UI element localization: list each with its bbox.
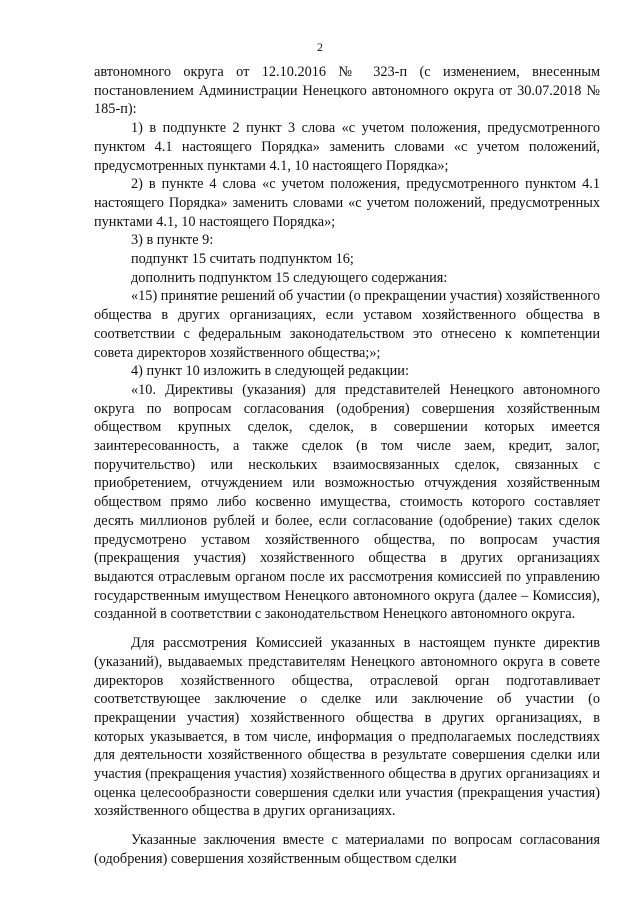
paragraph-renumber: подпункт 15 считать подпунктом 16; [131, 251, 354, 268]
paragraph-item-1: 1) в подпункте 2 пункт 3 слова «с учетом положения, предусмотренного пунктом 4.1 настоящего Порядка» заменить словами «с учетом положений, предусмотренных пунктами 4.1, 10 настоящего Порядка»; [94, 120, 600, 174]
paragraph-conclusions: Указанные заключения вместе с материалами по вопросам согласования (одобрения) совершения хозяйственным обществом сделки [94, 832, 600, 867]
paragraph-item-3: 3) в пункте 9: [131, 232, 214, 249]
paragraph-item-4: 4) пункт 10 изложить в следующей редакции: [131, 363, 409, 380]
paragraph-commission-review: Для рассмотрения Комиссией указанных в настоящем пункте директив (указаний), выдаваемых представителям Ненецкого автономного округа в совете директоров хозяйственного общества, отраслевой орган подготавливает соответствующее заключение о сделке или заключение об участии (о прекращении участия) хозяйственного общества в других организациях, в которых указывается, в том числе, информация о предполагаемых последствиях для деятельности хозяйственного общества в результате совершения сделки или участия (прекращения участия) хозяйственного общества в других организациях и оценка целесообразности совершения сделки или участия (прекращения участия) хозяйственного общества в других организациях. [94, 635, 600, 820]
paragraph-intro: автономного округа от 12.10.2016 № 323-п (с изменением, внесенным постановлением Администрации Ненецкого автономного округа от 30.07.2018 № 185-п): [94, 64, 600, 118]
document-body [94, 63, 600, 869]
paragraph-point-10: «10. Директивы (указания) для представителей Ненецкого автономного округа по вопросам согласования (одобрения) совершения хозяйственным обществом крупных сделок, сделок, в совершении которых имеется заинтересованность, а также сделок (в том числе заем, кредит, залог, поручительство) или нескольких взаимосвязанных сделок, связанных с приобретением, отчуждением или возможностью отчуждения хозяйственным обществом прямо либо косвенно имущества, стоимость которого составляет десять миллионов рублей и более, если согласование (одобрение) таких сделок предусмотрено уставом хозяйственного общества, по вопросам участия (прекращения участия) хозяйственного общества в других организациях выдаются отраслевым органом после их рассмотрения комиссией по управлению государственным имуществом Ненецкого автономного округа (далее – Комиссия), созданной в соответствии с законодательством Ненецкого автономного округа. [94, 381, 600, 623]
paragraph-supplement: дополнить подпунктом 15 следующего содержания: [131, 269, 448, 286]
paragraph-subitem-15: «15) принятие решений об участии (о прекращении участия) хозяйственного общества в других организациях, если уставом хозяйственного общества в соответствии с федеральным законодательством это отнесено к компетенции совета директоров хозяйственного общества;»; [94, 288, 600, 361]
page-number: 2 [317, 40, 323, 54]
paragraph-item-2: 2) в пункте 4 слова «с учетом положения, предусмотренного пунктом 4.1 настоящего Порядка» заменить словами «с учетом положений, предусмотренных пунктами 4.1, 10 настоящего Порядка»; [94, 176, 600, 230]
